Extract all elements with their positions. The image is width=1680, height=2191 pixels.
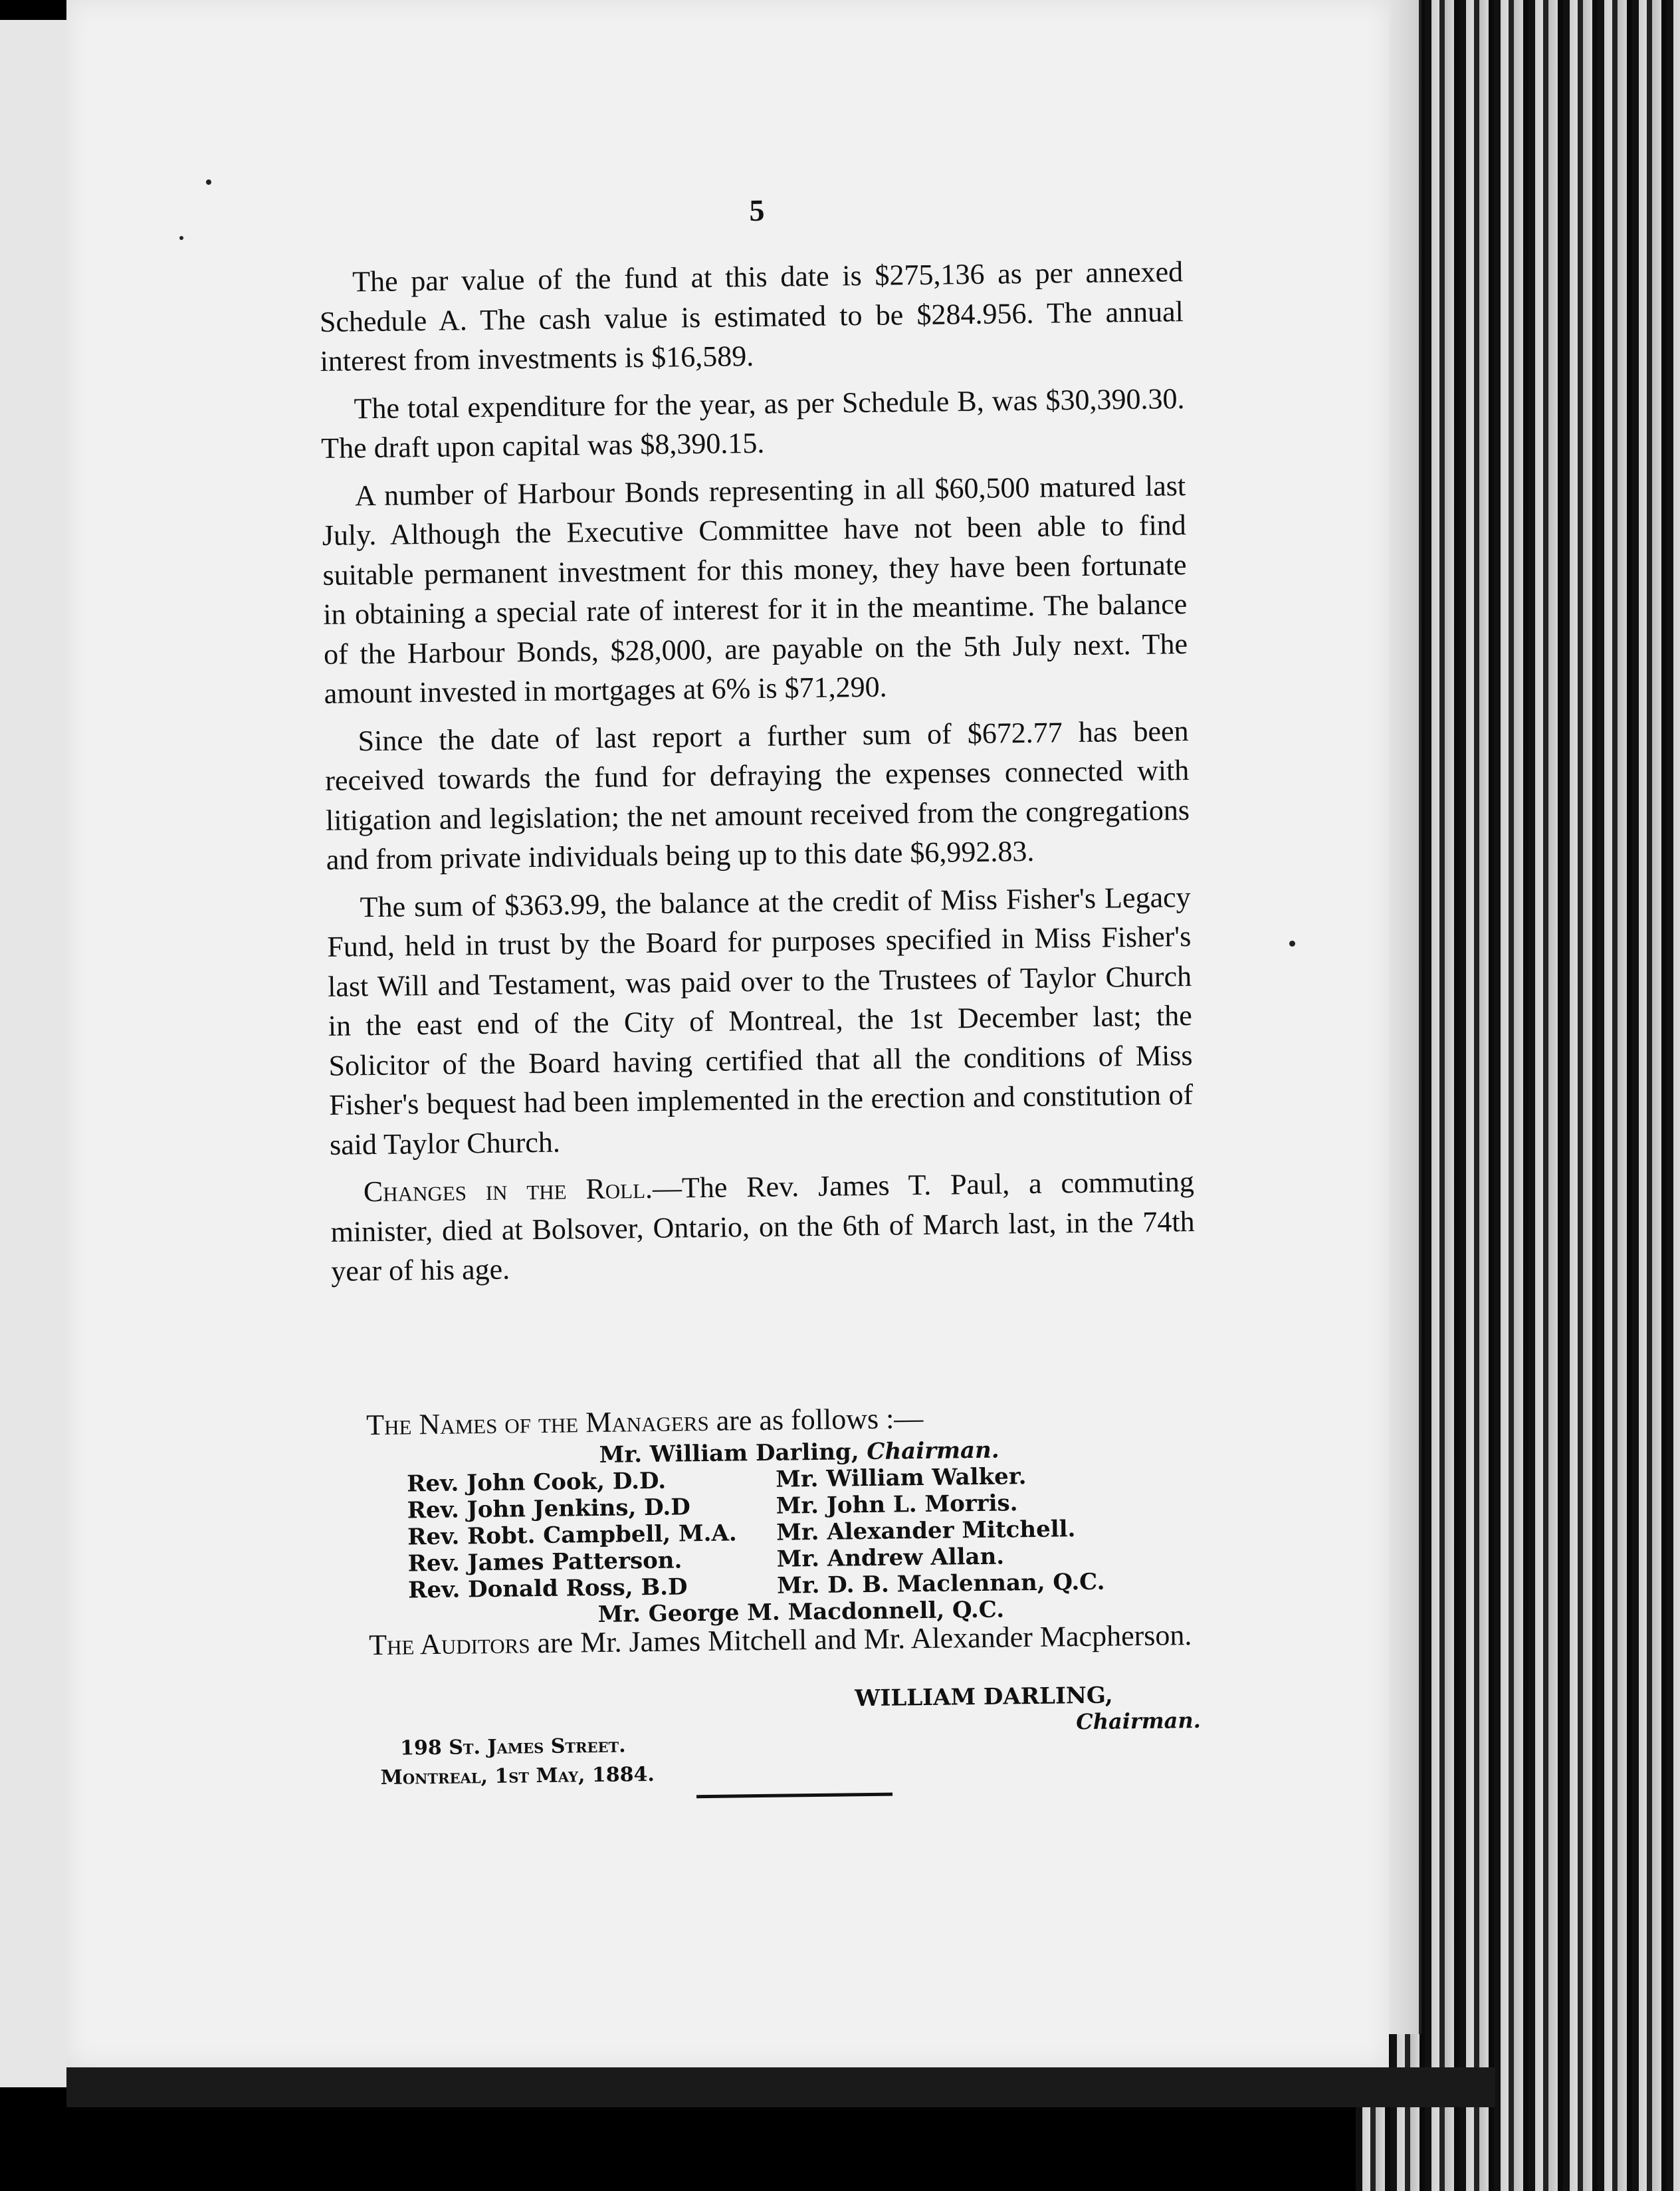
paragraph-expenditure: The total expenditure for the year, as per Schedule B, was $30,390.30. The draft upon capital was $8,390.15. <box>320 382 1185 465</box>
address-block <box>380 1731 655 1793</box>
auditors-text: are Mr. James Mitchell and Mr. Alexander Macpherson. <box>530 1619 1192 1660</box>
managers-right-column <box>776 1462 1146 1599</box>
manager-name-last: Mr. George M. Macdonnell, Q.C. <box>597 1596 1005 1628</box>
binding-shadow <box>66 2067 1495 2107</box>
roll-heading: Changes in the Roll. <box>363 1171 653 1209</box>
signature-block <box>855 1681 1201 1737</box>
paragraph-roll-changes <box>330 1162 1196 1291</box>
managers-columns <box>407 1461 1199 1604</box>
roll-text: —The Rev. James T. Paul, a commuting minister, died at Bolsover, Ontario, on the 6th of March last, in the 74th year of his age. <box>330 1165 1195 1288</box>
address-date: Montreal, 1st May, 1884. <box>380 1762 655 1790</box>
auditors-paragraph <box>336 1611 1200 1670</box>
manager-name: Rev. Donald Ross, B.D <box>407 1573 688 1604</box>
paper-speck <box>179 236 183 240</box>
paragraph-litigation-fund: Since the date of last report a further sum of $672.77 has been received towards the fund for defraying the expenses connected with litigation and legislation; the net amount received from the congregations and from private individuals being up to this date $6,992.83. <box>325 714 1190 876</box>
managers-heading-rest: are as follows :— <box>708 1401 924 1437</box>
book-page <box>66 0 1389 2067</box>
manager-name: Mr. William Walker. <box>775 1463 1027 1493</box>
signature-title: Chairman. <box>1076 1707 1201 1735</box>
paper-speck <box>1289 941 1295 947</box>
manager-name: Rev. John Jenkins, D.D <box>407 1494 690 1524</box>
managers-heading-caps: The Names of the Managers <box>366 1404 709 1442</box>
address-street: 198 St. James Street. <box>399 1734 626 1760</box>
manager-name: Rev. Robt. Campbell, M.A. <box>407 1520 737 1551</box>
body-paragraphs <box>319 252 1196 1299</box>
signature-name: WILLIAM DARLING, <box>855 1682 1113 1712</box>
managers-left-column <box>407 1466 777 1604</box>
paragraph-fund-value: The par value of the fund at this date is $275,136 as per annexed Schedule A. The cash value is estimated to be $284.956. The annual interest from investments is $16,589. <box>319 255 1184 378</box>
manager-name: Mr. John L. Morris. <box>776 1490 1018 1520</box>
manager-name: Mr. Andrew Allan. <box>776 1543 1005 1573</box>
auditors-heading: The Auditors <box>368 1627 530 1662</box>
paragraph-fisher-legacy: The sum of $363.99, the balance at the credit of Miss Fisher's Legacy Fund, held in trust by the Board for purposes specified in Miss Fisher's last Will and Testament, was paid over to the Trustees of Taylor Church in the east end of the City of Montreal, the 1st December last; the Solicitor of the Board having certified that all the conditions of Miss Fisher's bequest had been implemented in the erection and constitution of said Taylor Church. <box>327 880 1194 1161</box>
closing-rule <box>696 1793 892 1799</box>
manager-name: Mr. Alexander Mitchell. <box>776 1516 1076 1546</box>
paragraph-harbour-bonds: A number of Harbour Bonds representing in all $60,500 matured last July. Although the Executive Committee have not been able to find suitable permanent investment for this money, they have been fortunate in obtaining a special rate of interest for it in the meantime. The balance of the Harbour Bonds, $28,000, are payable on the 5th July next. The amount invested in mortgages at 6% is $71,290. <box>322 469 1188 710</box>
managers-section <box>333 1395 1200 1631</box>
chairman-name: Mr. William Darling, <box>599 1439 859 1468</box>
page-number: 5 <box>749 193 765 228</box>
manager-name: Rev. James Patterson. <box>407 1547 682 1577</box>
manager-name: Mr. D. B. Maclennan, Q.C. <box>776 1568 1105 1599</box>
paper-speck <box>206 179 211 185</box>
manager-name: Rev. John Cook, D.D. <box>407 1467 667 1498</box>
chairman-title: Chairman. <box>867 1437 999 1466</box>
